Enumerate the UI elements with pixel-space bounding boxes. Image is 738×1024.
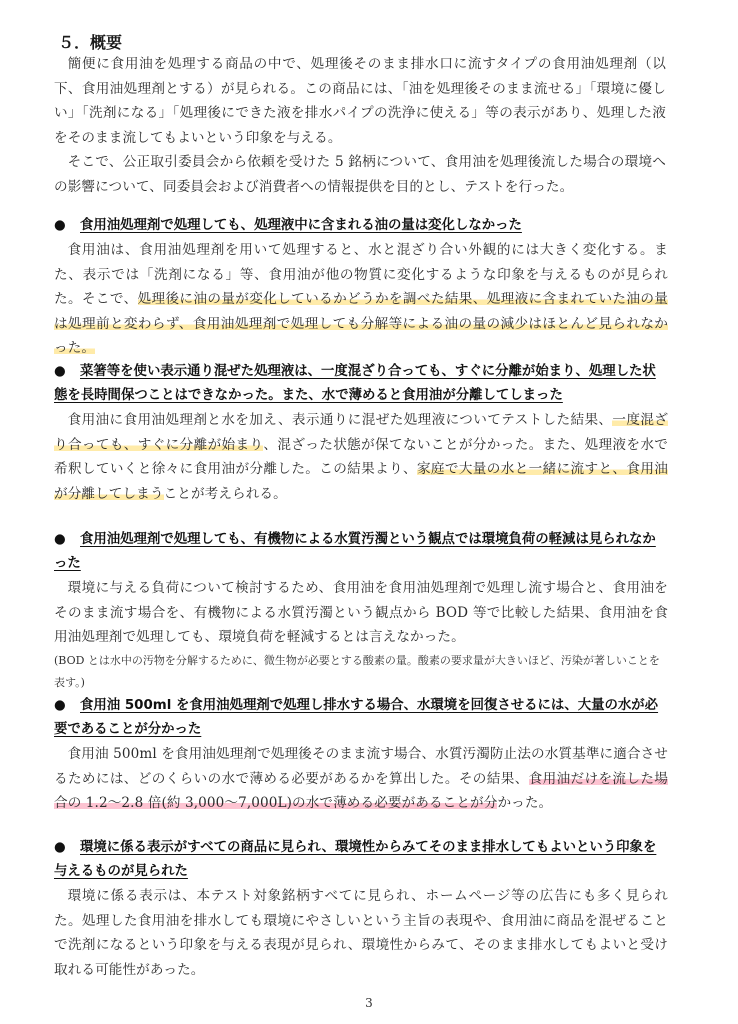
intro-paragraph-2: そこで、公正取引委員会から依頼を受けた 5 銘柄について、食用油を処理後流した場合の環境への影響について、同委員会および消費者への情報提供を目的とし、テストを行った。 [54,154,666,195]
finding-4-highlight: 食用油だけを流した場合の 1.2～2.8 倍(約 3,000～7,000L)の水で薄める必要があることが分 [54,770,668,812]
finding-2 [54,360,668,506]
bullet-icon: ● [54,218,66,233]
finding-1-heading [54,214,668,238]
finding-5-heading-text: 環境に係る表示がすべての商品に見られ、環境性からみてそのまま排水してもよいという印象を与えるものが見られた [54,840,657,879]
intro-paragraph-1: 簡便に食用油を処理する商品の中で、処理後そのまま排水口に流すタイプの食用油処理剤（以下、食用油処理剤とする）が見られる。この商品には、「油を処理後そのまま流せる」「環境に優しい」「洗剤になる」「処理後にできた液を排水パイプの洗浄に使える」等の表示があり、処理した液をそのまま流してもよいという印象を与える。 [54,56,666,146]
bullet-icon: ● [54,532,66,547]
finding-1-highlight: 処理後に油の量が変化しているかどうかを調べた結果、処理液に含まれていた油の量は処理前と変わらず、食用油処理剤で処理しても分解等による油の量の減少はほとんど見られなかった。 [54,291,669,357]
finding-3-heading [54,528,668,576]
finding-5-heading [54,836,668,884]
finding-2-heading [54,360,668,408]
finding-3-heading-text: 食用油処理剤で処理しても、有機物による水質汚濁という観点では環境負荷の軽減は見られなかった [54,532,656,571]
finding-1 [54,214,668,361]
finding-2-highlight-1: 一度混ざり合っても、すぐに分離が始まり [54,412,668,453]
finding-2-body-end: ことが考えられる。 [163,485,287,502]
finding-2-body [54,408,668,506]
bullet-icon: ● [54,698,66,713]
finding-1-heading-text: 食用油処理剤で処理しても、処理液中に含まれる油の量は変化しなかった [80,218,522,233]
finding-4-heading [54,694,668,742]
section-title: ５．概要 [58,33,123,52]
page-number: 3 [365,996,373,1010]
finding-2-body-text: 食用油に食用油処理剤と水を加え、表示通りに混ぜた処理液についてテストした結果、 [67,412,613,428]
finding-1-body-text: 食用油は、食用油処理剤を用いて処理すると、水と混ざり合い外観的には大きく変化する。また、表示では「洗剤になる」等、食用油が他の物質に変化するような印象を与えるものが見られた。そこで、 [54,242,668,308]
finding-3-note: (BOD とは水中の汚物を分解するために、微生物が必要とする酸素の量。酸素の要求量が大きいほど、汚染が著しいことを表す。) [54,653,660,689]
finding-2-highlight-2: 家庭で大量の水と一緒に流すと、食用油が分離してしまう [54,461,668,502]
intro-section [54,52,666,200]
finding-1-body [54,238,668,361]
finding-2-body-mid: 、混ざった状態が保てないことが分かった。また、処理液を水で希釈していくと徐々に食用油が分離した。この結果より、 [54,436,668,478]
finding-4 [54,694,668,816]
finding-2-heading-text: 菜箸等を使い表示通り混ぜた処理液は、一度混ざり合っても、すぐに分離が始まり、処理した状態を長時間保つことはできなかった。また、水で薄めると食用油が分離してしまった [54,364,656,403]
finding-4-body [54,742,668,816]
finding-5-body: 環境に係る表示は、本テスト対象銘柄すべてに見られ、ホームページ等の広告にも多く見られた。処理した食用油を排水しても環境にやさしいという主旨の表現や、食用油に商品を混ぜることで洗剤になるという印象を与える表現が見られ、環境性からみて、そのまま排水してもよいと受け取れる可能性があった。 [54,888,668,978]
finding-3 [54,528,668,694]
finding-4-body-text: 食用油 500ml を食用油処理剤で処理後そのまま流す場合、水質汚濁防止法の水質基準に適合させるためには、どのくらいの水で薄める必要があるかを算出した。その結果、 [54,746,668,787]
bullet-icon: ● [54,364,66,379]
finding-4-heading-text: 食用油 500ml を食用油処理剤で処理し排水する場合、水環境を回復させるには、大量の水が必要であることが分かった [54,698,659,737]
bullet-icon: ● [54,840,66,855]
finding-5 [54,836,668,982]
finding-4-body-end: かった。 [497,795,553,812]
finding-3-body: 環境に与える負荷について検討するため、食用油を食用油処理剤で処理し流す場合と、食用油をそのまま流す場合を、有機物による水質汚濁という観点から BOD 等で比較した結果、食用油を食用油処理剤で処理しても、環境負荷を軽減するとは言えなかった。 [54,580,668,646]
